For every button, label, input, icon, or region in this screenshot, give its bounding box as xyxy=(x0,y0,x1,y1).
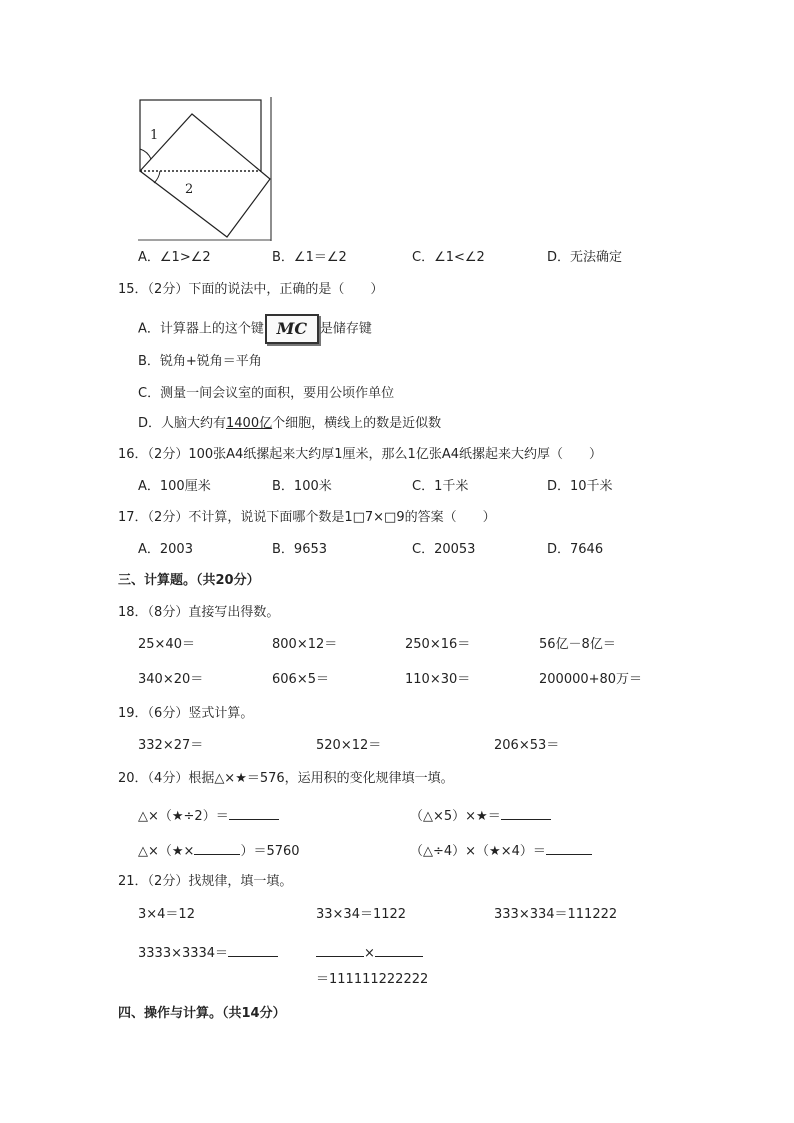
answer-blank[interactable] xyxy=(501,805,551,820)
section-4-heading: 四、操作与计算。（共14分） xyxy=(118,1006,286,1021)
q20-row1-left xyxy=(138,805,279,825)
q17-option-b[interactable]: B．9653 xyxy=(272,542,328,557)
q15-option-c[interactable]: C．测量一间会议室的面积，要用公顷作单位 xyxy=(138,386,395,401)
q15-stem: 15．（2分）下面的说法中，正确的是（ ） xyxy=(118,282,384,297)
answer-blank[interactable] xyxy=(194,840,240,855)
q21-stem: 21．（2分）找规律，填一填。 xyxy=(118,874,293,889)
q18-r1-c4: 56亿－8亿＝ xyxy=(539,637,616,652)
q18-r1-c1: 25×40＝ xyxy=(138,637,195,652)
q16-option-b[interactable]: B．100米 xyxy=(272,479,332,494)
q20-row2-left xyxy=(138,840,300,860)
answer-blank[interactable] xyxy=(228,942,278,957)
q18-stem: 18．（8分）直接写出得数。 xyxy=(118,605,280,620)
angle-2-label: 2 xyxy=(185,182,194,197)
q16-stem: 16．（2分）100张A4纸摞起来大约厚1厘米，那么1亿张A4纸摞起来大约厚（ ） xyxy=(118,447,602,462)
q18-r2-c4: 200000+80万＝ xyxy=(539,672,643,687)
answer-blank[interactable] xyxy=(229,805,279,820)
q15-option-b[interactable]: B．锐角+锐角＝平角 xyxy=(138,354,262,369)
q15-option-a[interactable] xyxy=(138,314,372,345)
q17-option-a[interactable]: A．2003 xyxy=(138,542,193,557)
section-3-heading: 三、计算题。（共20分） xyxy=(118,573,260,588)
q21-example-2: 33×34＝1122 xyxy=(316,907,407,922)
q18-r2-c1: 340×20＝ xyxy=(138,672,204,687)
q20-row2-left-suffix: ）＝5760 xyxy=(240,844,300,859)
folded-paper xyxy=(140,114,270,237)
q18-r1-c3: 250×16＝ xyxy=(405,637,471,652)
q21-row2-left-text: 3333×3334＝ xyxy=(138,946,229,961)
q19-item-1: 332×27＝ xyxy=(138,738,204,753)
angle-1-label: 1 xyxy=(150,128,159,143)
q17-option-c[interactable]: C．20053 xyxy=(412,542,476,557)
q21-row3: ＝111111222222 xyxy=(316,972,429,987)
q21-example-1: 3×4＝12 xyxy=(138,907,195,922)
q20-row2-right xyxy=(410,840,592,860)
q15-option-a-text: A．计算器上的这个键 xyxy=(138,321,264,337)
q20-row1-left-text: △×（★÷2）＝ xyxy=(138,809,229,824)
angle-figure xyxy=(138,95,278,241)
q17-option-d[interactable]: D．7646 xyxy=(547,542,604,557)
q17-stem: 17．（2分）不计算，说说下面哪个数是1□7×□9的答案（ ） xyxy=(118,510,496,525)
q15-option-d[interactable] xyxy=(138,416,441,432)
q15-option-d-underlined: 1400亿 xyxy=(226,416,273,431)
q20-stem: 20．（4分）根据△×★＝576，运用积的变化规律填一填。 xyxy=(118,771,454,786)
q21-row2-right xyxy=(316,942,423,962)
answer-blank[interactable] xyxy=(546,840,592,855)
q15-option-d-suffix: 个细胞，横线上的数是近似数 xyxy=(272,416,442,431)
q16-option-c[interactable]: C．1千米 xyxy=(412,479,469,494)
angle-1-arc xyxy=(140,149,151,159)
q21-example-3: 333×334＝111222 xyxy=(494,907,618,922)
q19-item-3: 206×53＝ xyxy=(494,738,560,753)
q18-r2-c3: 110×30＝ xyxy=(405,672,471,687)
mc-key-icon: MC xyxy=(265,314,319,344)
q19-item-2: 520×12＝ xyxy=(316,738,382,753)
q14-option-d[interactable]: D．无法确定 xyxy=(547,250,623,265)
answer-blank[interactable] xyxy=(375,942,423,957)
q18-r1-c2: 800×12＝ xyxy=(272,637,338,652)
q18-r2-c2: 606×5＝ xyxy=(272,672,329,687)
q16-option-d[interactable]: D．10千米 xyxy=(547,479,613,494)
q20-row2-right-text: （△÷4）×（★×4）＝ xyxy=(410,844,546,859)
q14-option-b[interactable]: B．∠1＝∠2 xyxy=(272,250,347,265)
q15-option-a-suffix: 是储存键 xyxy=(319,321,372,337)
q16-option-a[interactable]: A．100厘米 xyxy=(138,479,211,494)
answer-blank[interactable] xyxy=(316,942,364,957)
times-sign: × xyxy=(364,946,375,961)
q19-stem: 19．（6分）竖式计算。 xyxy=(118,706,254,721)
q20-row1-right xyxy=(410,805,551,825)
q20-row1-right-text: （△×5）×★＝ xyxy=(410,809,501,824)
q21-row2-left xyxy=(138,942,278,962)
q20-row2-left-prefix: △×（★× xyxy=(138,844,195,859)
q15-option-d-prefix: D．人脑大约有 xyxy=(138,416,227,431)
q14-option-c[interactable]: C．∠1<∠2 xyxy=(412,250,485,265)
q14-option-a[interactable]: A．∠1>∠2 xyxy=(138,250,211,265)
